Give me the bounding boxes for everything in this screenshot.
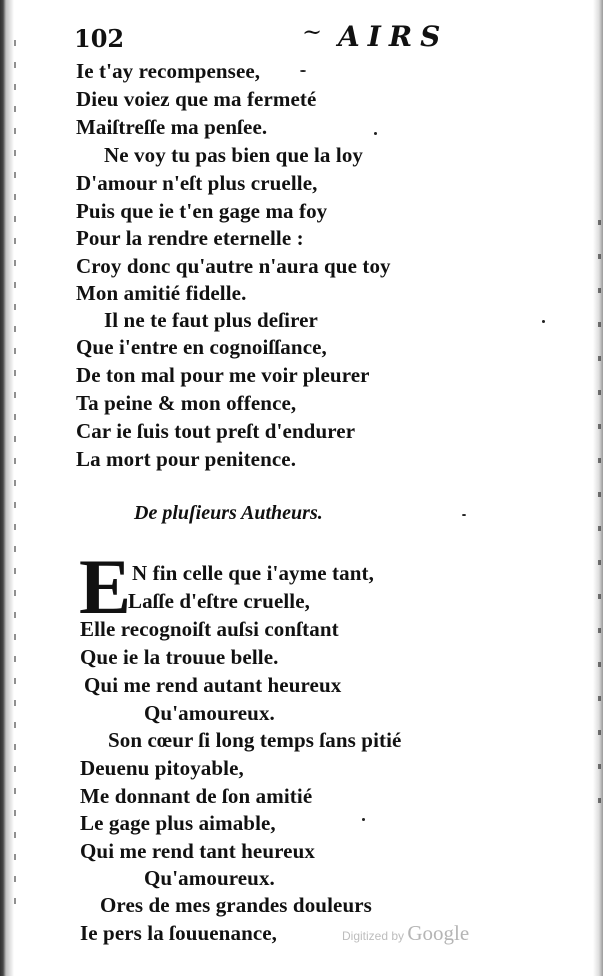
ink-speck: [374, 132, 377, 135]
verse-line: Elle recognoiſt auſsi conſtant: [80, 617, 339, 641]
verse-line: Qui me rend autant heureux: [84, 673, 342, 697]
verse-line: La mort pour penitence.: [76, 447, 297, 471]
verse-line: Qui me rend tant heureux: [80, 839, 315, 863]
verse-line: Le gage plus aimable,: [80, 811, 276, 835]
verse-line: Ne voy tu pas bien que la loy: [104, 143, 364, 167]
verse-line: Maiſtreſſe ma penſee.: [76, 115, 268, 139]
verse-line: Il ne te faut plus deſirer: [104, 308, 318, 332]
verse-line: Son cœur ſi long temps ſans pitié: [108, 728, 402, 752]
page-binding-edge: [0, 0, 22, 976]
verse-line: N fin celle que i'ayme tant,: [132, 561, 374, 585]
verse-line: D'amour n'eſt plus cruelle,: [76, 171, 318, 195]
section-title: De pluſieurs Autheurs.: [134, 502, 323, 524]
verse-line: Me donnant de ſon amitié: [80, 784, 313, 808]
verse-line: Ie t'ay recompensee,: [76, 59, 261, 83]
ink-speck: [300, 70, 306, 72]
verse-line: Laſſe d'eſtre cruelle,: [128, 589, 311, 613]
running-title: AIRS: [338, 20, 449, 53]
verse-line: Qu'amoureux.: [144, 866, 275, 890]
verse-line: Que ie la trouue belle.: [80, 645, 279, 669]
verse-line: Qu'amoureux.: [144, 701, 275, 725]
verse-line: Ie pers la ſouuenance,: [80, 921, 278, 945]
digitization-watermark: [342, 921, 469, 946]
ink-speck: [462, 514, 466, 516]
watermark-brand: Google: [407, 921, 470, 945]
watermark-prefix: Digitized by: [342, 929, 405, 943]
page-number: 102: [74, 24, 125, 53]
verse-line: Que i'entre en cognoiſſance,: [76, 335, 327, 359]
verse-line: Ores de mes grandes douleurs: [100, 893, 372, 917]
header-ornament: ~: [302, 18, 323, 46]
drop-cap: E: [79, 543, 132, 630]
verse-line: Dieu voiez que ma fermeté: [76, 87, 317, 111]
verse-line: Croy donc qu'autre n'aura que toy: [76, 254, 391, 278]
page-fore-edge: [593, 0, 603, 976]
page-header: [74, 18, 449, 53]
verse-line: De ton mal pour me voir pleurer: [76, 363, 370, 387]
verse-line: Puis que ie t'en gage ma foy: [76, 199, 328, 223]
verse-line: Ta peine & mon offence,: [76, 391, 297, 415]
ink-speck: [542, 320, 545, 323]
ink-speck: [362, 818, 365, 821]
verse-line: Mon amitié fidelle.: [76, 281, 247, 305]
verse-line: Pour la rendre eternelle :: [76, 226, 304, 250]
verse-line: Car ie ſuis tout preſt d'endurer: [76, 419, 356, 443]
verse-line: Deuenu pitoyable,: [80, 756, 244, 780]
